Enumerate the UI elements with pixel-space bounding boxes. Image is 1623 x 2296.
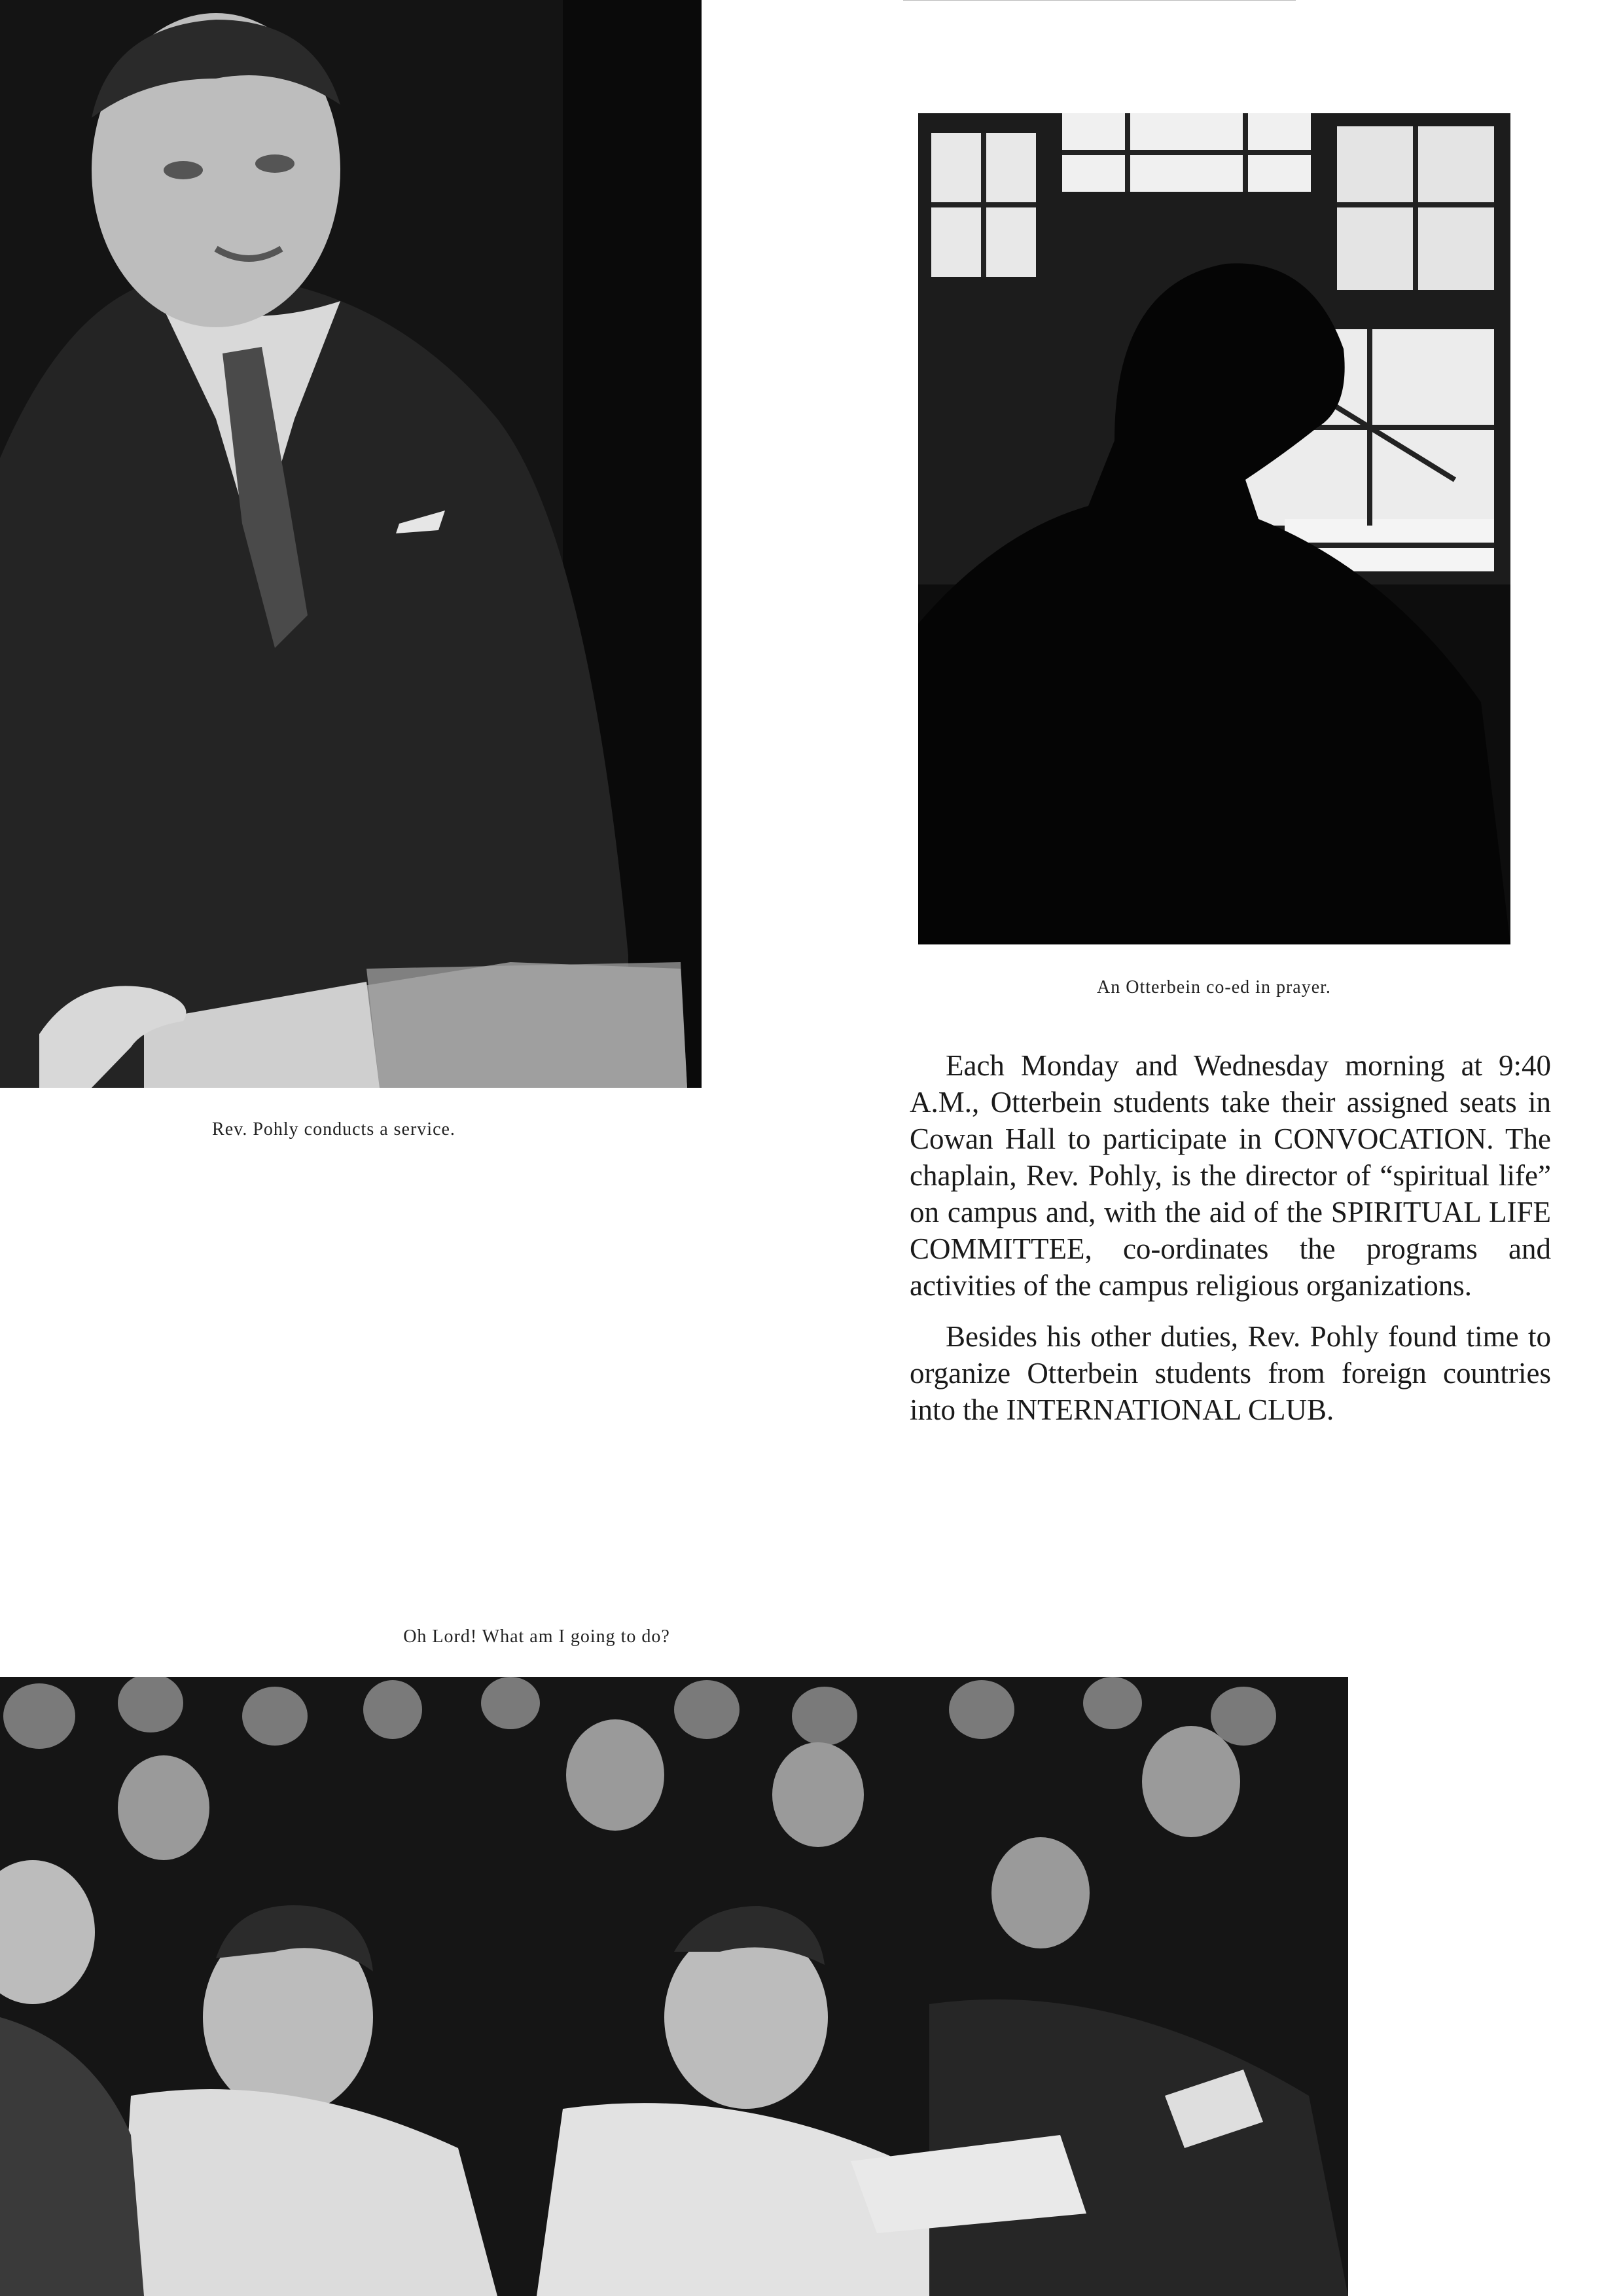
pohly-caption: Rev. Pohly conducts a service. [212, 1119, 455, 1139]
scan-mark [903, 0, 1296, 6]
paragraph: Each Monday and Wednesday morning at 9:40 A.M., Otterbein students take their assigned seats in Cowan Hall to participate in CONVOCATION. The chaplain, Rev. Pohly, is the director of “spiritual life” on campus and, with the aid of the SPIRITUAL LIFE COMMITTEE, co-ordinates the programs and activities of the campus religious organizations. [910, 1049, 1551, 1302]
article-text [910, 1047, 1551, 1443]
paragraph: Besides his other duties, Rev. Pohly found time to organize Otterbein students from foreign countries into the INTERNATIONAL CLUB. [910, 1320, 1551, 1426]
audience-photo [0, 1677, 1348, 2296]
coed-caption: An Otterbein co-ed in prayer. [1097, 977, 1331, 997]
coed-photo [918, 113, 1510, 944]
audience-caption: Oh Lord! What am I going to do? [403, 1626, 670, 1647]
pohly-photo [0, 0, 702, 1088]
